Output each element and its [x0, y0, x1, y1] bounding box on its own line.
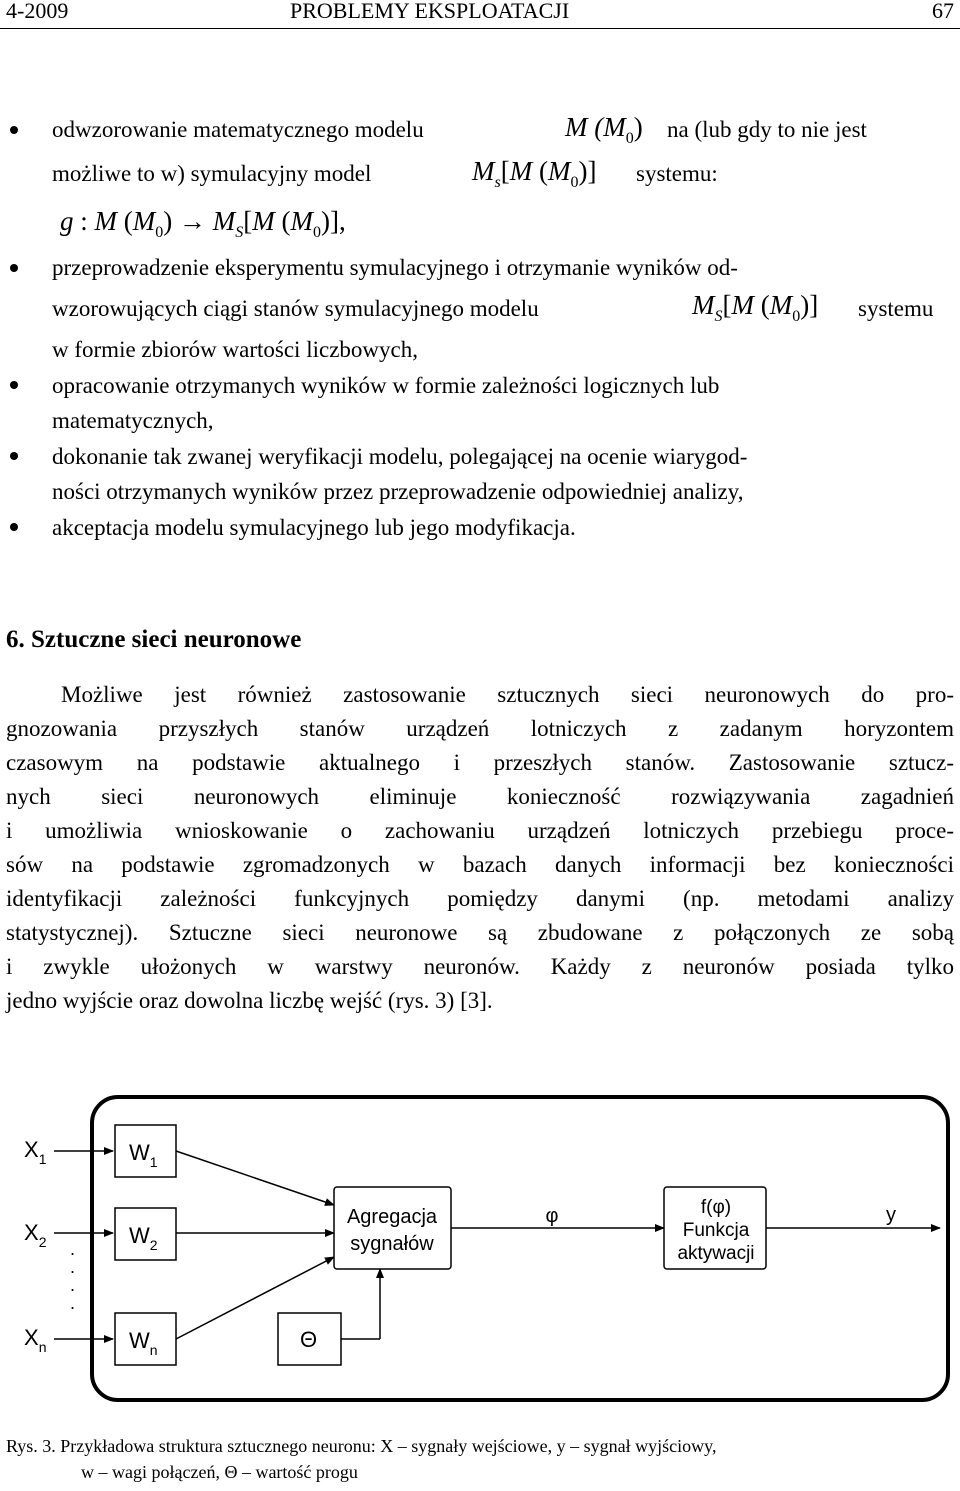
- section-paragraph: [6, 678, 954, 1018]
- section-heading: 6. Sztuczne sieci neuronowe: [6, 626, 302, 653]
- threshold-label: Θ: [300, 1327, 318, 1352]
- caption-line-1: Rys. 3. Przykładowa struktura sztucznego neuronu: X – sygnały wejściowe, y – sygnał wyjściowy,: [6, 1436, 717, 1456]
- svg-text:W2: $W_2$: [129, 1223, 158, 1253]
- list-item-2-line-1: przeprowadzenie eksperymentu symulacyjnego i otrzymanie wyników od-: [52, 255, 738, 280]
- aggregation-label-line1: Agregacja: [346, 1206, 438, 1228]
- output-y-label: y: [886, 1204, 896, 1226]
- paragraph-line: jedno wyjście oraz dowolna liczbę wejść (rys. 3) [3].: [6, 988, 493, 1013]
- journal-title: PROBLEMY EKSPLOATACJI: [290, 0, 570, 23]
- ellipsis-dot: .: [70, 1293, 76, 1313]
- paragraph-line: Możliwe jest również zastosowanie sztucznych sieci neuronowych do pro-: [61, 682, 954, 707]
- list-item-5-line-1: akceptacja modelu symulacyjnego lub jego modyfikacja.: [52, 515, 576, 540]
- aggregation-box: [334, 1187, 451, 1269]
- list-item-4-line-2: ności otrzymanych wyników przez przeprowadzenie odpowiedniej analizy,: [52, 479, 744, 504]
- bullet: [10, 126, 18, 134]
- paragraph-line: nych sieci neuronowych eliminuje konieczność rozwiązywania zagadnień: [6, 784, 954, 809]
- phi-label: φ: [545, 1205, 559, 1227]
- activation-label-line1: f(φ): [700, 1197, 732, 1218]
- ellipsis-dot: .: [70, 1275, 76, 1295]
- bullet: [10, 264, 18, 272]
- list-item-3-line-2: matematycznych,: [52, 408, 214, 433]
- activation-label-line3: aktywacji: [677, 1243, 755, 1264]
- paragraph-line: identyfikacji zależności funkcyjnych pomiędzy danymi (np. metodami analizy: [6, 886, 954, 911]
- page-number: 67: [932, 0, 954, 23]
- paragraph-line: statystycznej). Sztuczne sieci neuronowe są zbudowane z połączonych ze sobą: [6, 920, 954, 945]
- weight-connection-1: [176, 1151, 334, 1205]
- paragraph-line: czasowym na podstawie aktualnego i przeszłych stanów. Zastosowanie sztucz-: [6, 750, 954, 775]
- list-item-2-line-3: w formie zbiorów wartości liczbowych,: [52, 337, 418, 362]
- activation-label-line2: Funkcja: [682, 1220, 750, 1241]
- paragraph-line: i umożliwia wnioskowanie o zachowaniu urządzeń lotniczych przebiegu proce-: [6, 818, 954, 843]
- svg-text:Xn: $X_n$: [24, 1325, 47, 1355]
- caption-line-2: w – wagi połączeń, Θ – wartość progu: [81, 1462, 358, 1482]
- weight-wn-label: W: [129, 1328, 150, 1353]
- ellipsis-dot: .: [70, 1239, 76, 1259]
- list-item-1-line-1-end: na (lub gdy to nie jest: [667, 117, 867, 142]
- formula-ms-system: $M_S[M$ $(M_0)$]: [692, 290, 819, 325]
- issue-number: 4-2009: [6, 0, 69, 23]
- page-header: [0, 0, 960, 26]
- weight-w1-label: W: [129, 1140, 150, 1165]
- bullet: [10, 452, 18, 460]
- formula-m-m0: M $(M_0)$: [565, 112, 643, 147]
- input-xn-label: X: [24, 1325, 39, 1350]
- svg-text:W1: $W_1$: [129, 1140, 158, 1170]
- list-item-2-line-2: wzorowujących ciągi stanów symulacyjnego modelu: [52, 296, 539, 321]
- list-item-4-line-1: dokonanie tak zwanej weryfikacji modelu, polegającej na ocenie wiarygod-: [52, 444, 748, 469]
- ellipsis-dot: .: [70, 1257, 76, 1277]
- list-item-1-line-1: odwzorowanie matematycznego modelu: [52, 117, 424, 142]
- input-x1-label: X: [24, 1137, 39, 1162]
- paragraph-line: i zwykle ułożonych w warstwy neuronów. Każdy z neuronów posiada tylko: [6, 954, 954, 979]
- svg-text:X1: $X_1$: [24, 1137, 47, 1167]
- svg-text:X2: $X_2$: [24, 1220, 47, 1250]
- formula-g-mapping: g : M $(M_0) \to M_S[M$ $(M_0)$],: [60, 206, 346, 241]
- list-item-1-line-2: możliwe to w) symulacyjny model: [52, 161, 372, 186]
- figure-caption: [6, 1433, 716, 1485]
- neuron-diagram: [0, 1085, 960, 1415]
- bullet: [10, 381, 18, 389]
- list-item-3-line-1: opracowanie otrzymanych wyników w formie zależności logicznych lub: [52, 373, 720, 398]
- list-item-1-line-2-end: systemu:: [636, 161, 718, 186]
- weight-w2-label: W: [129, 1223, 150, 1248]
- input-x2-label: X: [24, 1220, 39, 1245]
- header-rule: [0, 28, 960, 29]
- list-item-2-line-2-end: systemu: [858, 296, 934, 321]
- formula-ms: $M_s[M$ $(M_0)$]: [472, 156, 597, 191]
- bullet: [10, 523, 18, 531]
- aggregation-label-line2: sygnałów: [350, 1233, 434, 1255]
- neuron-frame: [92, 1097, 948, 1400]
- svg-text:Wn: $W_n$: [129, 1328, 158, 1358]
- paragraph-line: gnozowania przyszłych stanów urządzeń lotniczych z zadanym horyzontem: [6, 716, 954, 741]
- paragraph-line: sów na podstawie zgromadzonych w bazach danych informacji bez konieczności: [6, 852, 954, 877]
